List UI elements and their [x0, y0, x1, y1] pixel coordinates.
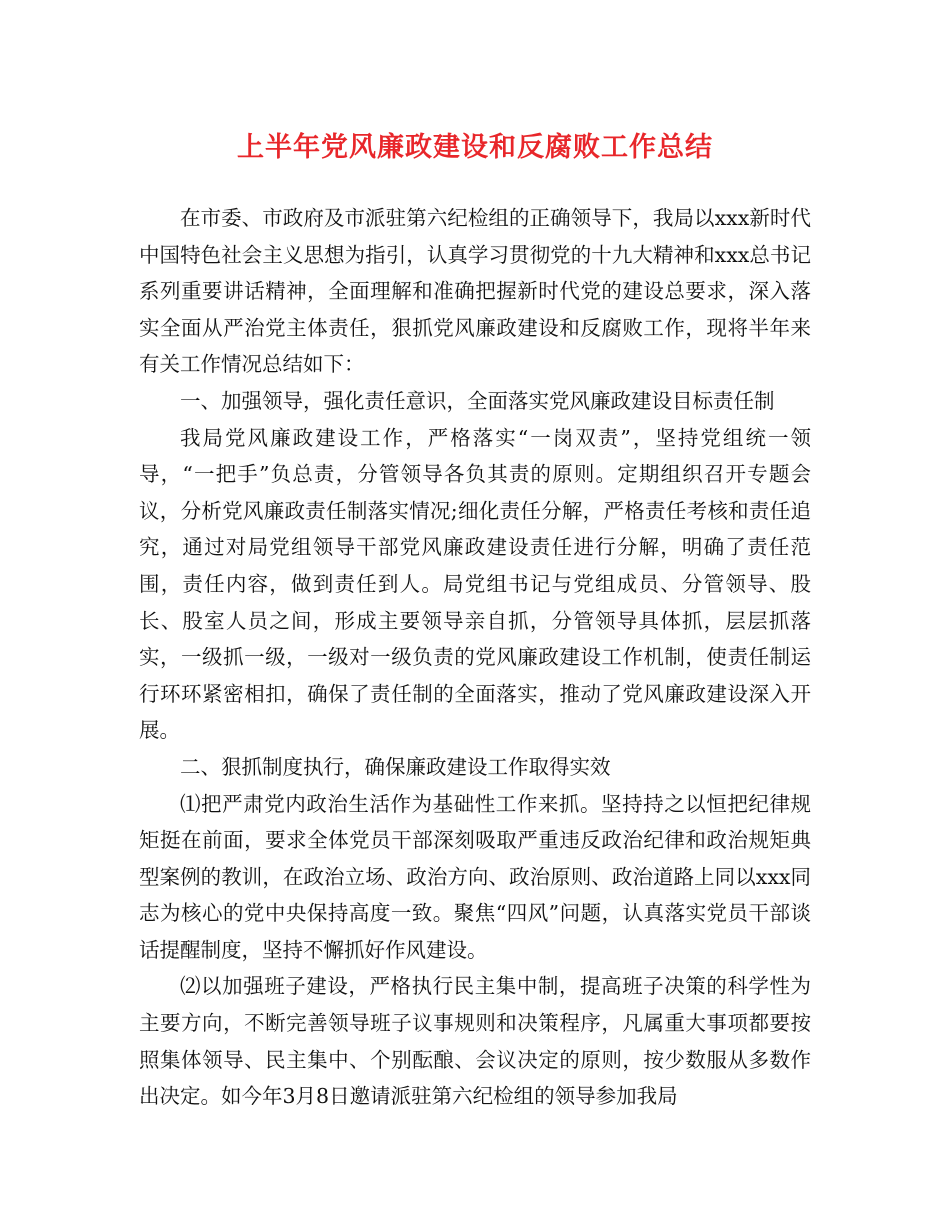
paragraph-item-2: ⑵以加强班子建设，严格执行民主集中制，提高班子决策的科学性为主要方向，不断完善领导班子议事规则和决策程序，凡属重大事项都要按照集体领导、民主集中、个别酝酿、会议决定的原则，按少数服从多数作出决定。如今年3月8日邀请派驻第六纪检组的领导参加我局	[139, 974, 811, 1109]
section-heading-1: 一、加强领导，强化责任意识，全面落实党风廉政建设目标责任制	[180, 388, 775, 413]
document-body	[139, 200, 811, 1115]
document-title: 上半年党风廉政建设和反腐败工作总结	[237, 132, 713, 163]
paragraph-item-1: ⑴把严肃党内政治生活作为基础性工作来抓。坚持持之以恒把纪律规矩挺在前面，要求全体党员干部深刻吸取严重违反政治纪律和政治规矩典型案例的教训，在政治立场、政治方向、政治原则、政治道路上同以xxx同志为核心的党中央保持高度一致。聚焦“四风”问题，认真落实党员干部谈话提醒制度，坚持不懈抓好作风建设。	[139, 791, 811, 962]
paragraph-intro: 在市委、市政府及市派驻第六纪检组的正确领导下，我局以xxx新时代中国特色社会主义思想为指引，认真学习贯彻党的十九大精神和xxx总书记系列重要讲话精神，全面理解和准确把握新时代党的建设总要求，深入落实全面从严治党主体责任，狠抓党风廉政建设和反腐败工作，现将半年来有关工作情况总结如下：	[139, 206, 811, 377]
section-heading-2: 二、狠抓制度执行，确保廉政建设工作取得实效	[180, 754, 611, 779]
paragraph-section-1: 我局党风廉政建设工作，严格落实“一岗双责”，坚持党组统一领导，“一把手”负总责，分管领导各负其责的原则。定期组织召开专题会议，分析党风廉政责任制落实情况;细化责任分解，严格责任考核和责任追究，通过对局党组领导干部党风廉政建设责任进行分解，明确了责任范围，责任内容，做到责任到人。局党组书记与党组成员、分管领导、股长、股室人员之间，形成主要领导亲自抓，分管领导具体抓，层层抓落实，一级抓一级，一级对一级负责的党风廉政建设工作机制，使责任制运行环环紧密相扣，确保了责任制的全面落实，推动了党风廉政建设深入开展。	[139, 425, 811, 743]
